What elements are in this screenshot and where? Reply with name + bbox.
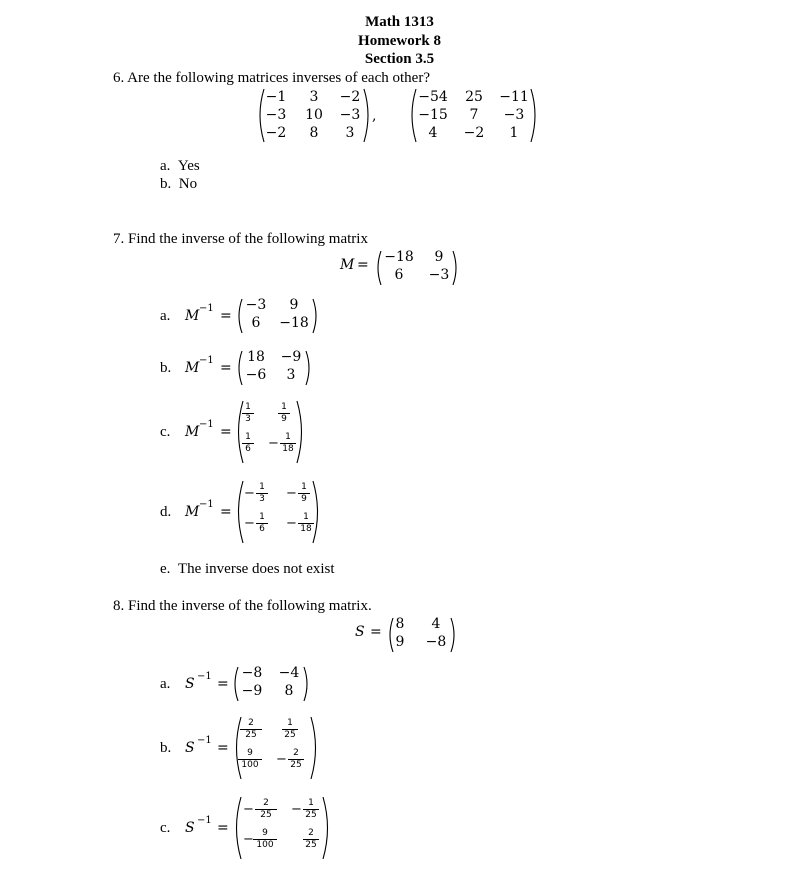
q7-option-d[interactable] <box>160 480 340 546</box>
matrix-cell: −3 <box>339 107 361 123</box>
option-label: b. <box>160 360 172 376</box>
denominator: 25 <box>245 730 257 740</box>
numerator: 1 <box>259 512 265 522</box>
matrix-2x2 <box>231 666 311 702</box>
minus-sign: − <box>243 832 254 847</box>
matrix-cell: 9 <box>289 297 299 313</box>
question-7-text: 7. Find the inverse of the following matrix <box>113 231 368 247</box>
numerator: 1 <box>287 718 293 728</box>
denominator: 6 <box>245 444 251 454</box>
course-title: Math 1313 <box>365 14 434 30</box>
denominator: 18 <box>300 524 312 534</box>
matrix-cell: −3 <box>265 107 287 123</box>
minus-sign: − <box>243 802 254 817</box>
matrix-name: S <box>185 820 195 836</box>
equals-sign: = <box>220 360 232 376</box>
matrix-name: M <box>185 308 200 324</box>
inverse-superscript: −1 <box>199 419 214 430</box>
question-6-text: 6. Are the following matrices inverses of each other? <box>113 70 430 86</box>
denominator: 9 <box>281 414 287 424</box>
fraction-cell <box>303 799 319 820</box>
matrix-cell: 4 <box>428 125 438 141</box>
option-label: c. <box>160 424 171 440</box>
q7-option-b[interactable] <box>160 349 330 389</box>
inverse-superscript: −1 <box>199 355 214 366</box>
fraction-matrix <box>232 716 320 780</box>
matrix-cell: −6 <box>245 367 267 383</box>
fraction-cell <box>253 829 277 850</box>
fraction-cell <box>238 749 262 770</box>
matrix-cell: 18 <box>247 349 265 365</box>
denominator: 3 <box>259 494 265 504</box>
matrix-cell: −2 <box>339 89 361 105</box>
fraction-cell <box>278 403 290 424</box>
denominator: 25 <box>284 730 296 740</box>
numerator: 1 <box>245 402 251 412</box>
minus-sign: − <box>268 436 279 451</box>
denominator: 18 <box>282 444 294 454</box>
fraction-cell <box>255 799 277 820</box>
matrix-name: M <box>340 257 355 273</box>
option-label: d. <box>160 504 172 520</box>
fraction-cell <box>280 433 296 454</box>
matrix-cell: 8 <box>284 683 294 699</box>
equals-sign: = <box>357 257 369 273</box>
equals-sign: = <box>370 624 382 640</box>
right-paren <box>312 480 322 544</box>
option-label: b. <box>160 176 172 192</box>
fraction-cell <box>256 513 268 534</box>
denominator: 9 <box>301 494 307 504</box>
matrix-name: M <box>185 360 200 376</box>
inverse-superscript: −1 <box>199 303 214 314</box>
denominator: 100 <box>241 760 259 770</box>
matrix-name: M <box>185 424 200 440</box>
matrix-cell: −4 <box>278 665 300 681</box>
numerator: 2 <box>293 748 299 758</box>
fraction-cell <box>256 483 268 504</box>
q8-given-matrix <box>355 614 465 654</box>
option-label: c. <box>160 820 171 836</box>
numerator: 1 <box>285 432 291 442</box>
numerator: 2 <box>248 718 254 728</box>
left-paren <box>232 796 242 860</box>
fraction-cell <box>303 829 319 850</box>
equals-sign: = <box>220 308 232 324</box>
matrix-cell: 1 <box>509 125 519 141</box>
matrix-cell: −1 <box>265 89 287 105</box>
fraction-cell <box>298 483 310 504</box>
matrix-cell: 8 <box>395 616 405 632</box>
option-text: Yes <box>177 158 200 174</box>
right-paren <box>296 400 306 464</box>
matrix-name: S <box>185 740 195 756</box>
left-paren <box>234 480 244 544</box>
homework-title: Homework 8 <box>358 33 441 49</box>
matrix-cell: −2 <box>463 125 485 141</box>
section-title: Section 3.5 <box>364 51 435 67</box>
option-label: a. <box>160 158 171 174</box>
matrix-cell: −3 <box>428 267 450 283</box>
matrix-name: S <box>355 624 365 640</box>
denominator: 25 <box>290 760 302 770</box>
fraction-cell <box>282 719 298 740</box>
equals-sign: = <box>217 740 229 756</box>
question-8-text: 8. Find the inverse of the following matrix. <box>113 598 372 614</box>
matrix-cell: 25 <box>465 89 483 105</box>
matrix-cell: −2 <box>265 125 287 141</box>
q6-matrix-b <box>407 88 540 143</box>
matrix-cell: −54 <box>418 89 448 105</box>
matrix-cell: 7 <box>469 107 479 123</box>
matrix-cell: 4 <box>431 616 441 632</box>
equals-sign: = <box>220 424 232 440</box>
equals-sign: = <box>217 820 229 836</box>
denominator: 100 <box>256 840 274 850</box>
matrix-cell: −18 <box>279 315 309 331</box>
matrix-cell: 9 <box>395 634 405 650</box>
right-paren <box>310 716 320 780</box>
numerator: 9 <box>262 828 268 838</box>
q7-given-matrix <box>340 250 460 290</box>
numerator: 1 <box>245 432 251 442</box>
fraction-matrix <box>234 480 322 544</box>
fraction-cell <box>242 433 254 454</box>
q6-option-b[interactable] <box>160 176 197 193</box>
matrix-cell: 9 <box>434 249 444 265</box>
numerator: 1 <box>301 482 307 492</box>
matrix-cell: −9 <box>241 683 263 699</box>
right-paren <box>322 796 332 860</box>
denominator: 25 <box>305 810 317 820</box>
denominator: 3 <box>245 414 251 424</box>
matrix-cell: −18 <box>384 249 414 265</box>
matrix-separator: , <box>372 108 377 124</box>
numerator: 9 <box>247 748 253 758</box>
q6-option-a[interactable] <box>160 158 200 175</box>
inverse-superscript: −1 <box>197 735 212 746</box>
matrix-cell: −15 <box>418 107 448 123</box>
matrix-2x2 <box>235 298 320 334</box>
numerator: 1 <box>303 512 309 522</box>
matrix-2x2 <box>235 350 313 386</box>
minus-sign: − <box>286 516 297 531</box>
matrix-cell: −9 <box>280 349 302 365</box>
matrix-cell: 6 <box>394 267 404 283</box>
numerator: 1 <box>281 402 287 412</box>
fraction-cell <box>242 403 254 424</box>
matrix-cell: −3 <box>245 297 267 313</box>
minus-sign: − <box>244 516 255 531</box>
inverse-superscript: −1 <box>197 671 212 682</box>
matrix-cell: 6 <box>251 315 261 331</box>
matrix-2x2 <box>386 617 458 653</box>
matrix-cell: −3 <box>503 107 525 123</box>
q7-option-c[interactable] <box>160 400 330 466</box>
fraction-cell <box>240 719 262 740</box>
fraction-matrix <box>234 400 306 464</box>
denominator: 25 <box>260 810 272 820</box>
matrix-cell: −11 <box>499 89 529 105</box>
matrix-cell: 3 <box>345 125 355 141</box>
inverse-superscript: −1 <box>199 499 214 510</box>
matrix-cell: 3 <box>309 89 319 105</box>
fraction-cell <box>288 749 304 770</box>
numerator: 2 <box>308 828 314 838</box>
option-label: e. <box>160 561 171 577</box>
q7-option-a[interactable] <box>160 296 330 336</box>
q8-option-c[interactable] <box>160 796 350 862</box>
q7-option-e[interactable] <box>160 561 335 578</box>
matrix-cell: 10 <box>305 107 323 123</box>
q6-matrix-a <box>255 88 373 143</box>
inverse-superscript: −1 <box>197 815 212 826</box>
fraction-cell <box>298 513 314 534</box>
right-paren <box>312 298 320 334</box>
equals-sign: = <box>217 676 229 692</box>
numerator: 2 <box>263 798 269 808</box>
matrix-name: S <box>185 676 195 692</box>
numerator: 1 <box>259 482 265 492</box>
option-label: b. <box>160 740 172 756</box>
matrix-2x2 <box>374 250 460 286</box>
fraction-matrix <box>232 796 332 860</box>
matrix-cell: 3 <box>286 367 296 383</box>
minus-sign: − <box>291 802 302 817</box>
denominator: 25 <box>305 840 317 850</box>
minus-sign: − <box>286 486 297 501</box>
q8-option-a[interactable] <box>160 664 330 704</box>
matrix-name: M <box>185 504 200 520</box>
q8-option-b[interactable] <box>160 716 340 782</box>
equals-sign: = <box>220 504 232 520</box>
option-label: a. <box>160 308 171 324</box>
minus-sign: − <box>244 486 255 501</box>
denominator: 6 <box>259 524 265 534</box>
option-label: a. <box>160 676 171 692</box>
matrix-cell: −8 <box>425 634 447 650</box>
matrix-cell: 8 <box>309 125 319 141</box>
option-text: The inverse does not exist <box>177 561 335 577</box>
numerator: 1 <box>308 798 314 808</box>
matrix-cell: −8 <box>241 665 263 681</box>
minus-sign: − <box>276 752 287 767</box>
option-text: No <box>178 176 198 192</box>
